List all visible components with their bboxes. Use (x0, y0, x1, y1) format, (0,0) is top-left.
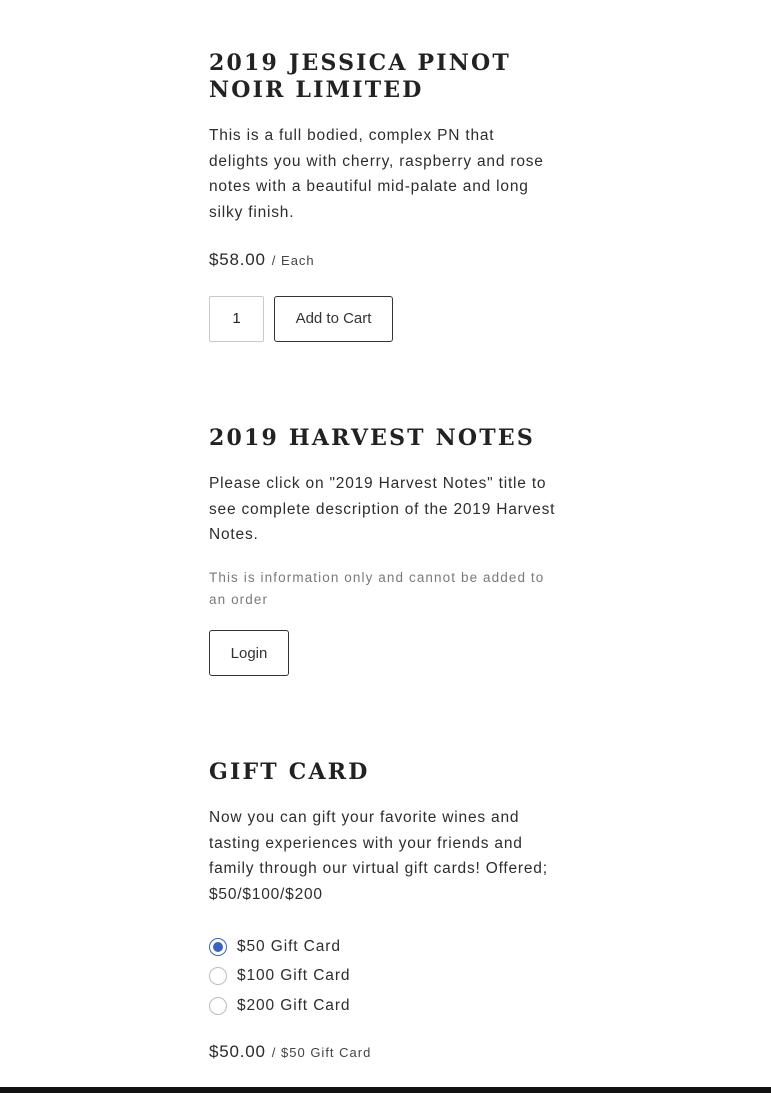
option-label[interactable]: $100 Gift Card (237, 967, 351, 985)
product-description: This is a full bodied, complex PN that delights you with cherry, raspberry and rose notes with a beautiful mid-palate and long silky finish. (209, 127, 544, 222)
price-unit: / Each (271, 252, 315, 268)
product-title[interactable]: GIFT CARD (209, 759, 370, 785)
quantity-input[interactable] (209, 296, 264, 342)
product-description: Please click on "2019 Harvest Notes" title to see complete description of the 2019 Harvest Notes. (209, 475, 556, 544)
product-jessica-pinot-noir (209, 50, 559, 342)
product-title[interactable]: 2019 JESSICA PINOT NOIR LIMITED (209, 50, 511, 103)
gift-option-50[interactable] (209, 932, 559, 962)
price-row (209, 1042, 559, 1068)
add-to-cart-row (209, 296, 559, 342)
radio-button[interactable] (209, 967, 227, 985)
option-label[interactable]: $200 Gift Card (237, 996, 351, 1014)
info-only-note: This is information only and cannot be added to an order (209, 570, 545, 608)
product-description: Now you can gift your favorite wines and tasting experiences with your friends and family through our virtual gift cards! Offered; $50/$100/$200 (209, 809, 548, 904)
product-title[interactable]: 2019 HARVEST NOTES (209, 425, 535, 451)
bottom-bar (0, 1087, 771, 1093)
gift-option-200[interactable] (209, 991, 559, 1021)
product-price: $50.00 (209, 1042, 266, 1062)
login-row (209, 630, 559, 676)
radio-button[interactable] (209, 997, 227, 1015)
add-to-cart-button[interactable]: Add to Cart (274, 296, 393, 342)
gift-option-100[interactable] (209, 961, 559, 991)
radio-button-selected[interactable] (209, 938, 227, 956)
product-harvest-notes (209, 425, 559, 676)
option-label[interactable]: $50 Gift Card (237, 937, 341, 955)
product-gift-card (209, 759, 559, 1068)
product-price: $58.00 (209, 249, 266, 269)
login-button[interactable]: Login (209, 630, 289, 676)
price-row (209, 250, 559, 276)
price-unit: / $50 Gift Card (271, 1045, 372, 1061)
gift-card-options (209, 932, 559, 1021)
